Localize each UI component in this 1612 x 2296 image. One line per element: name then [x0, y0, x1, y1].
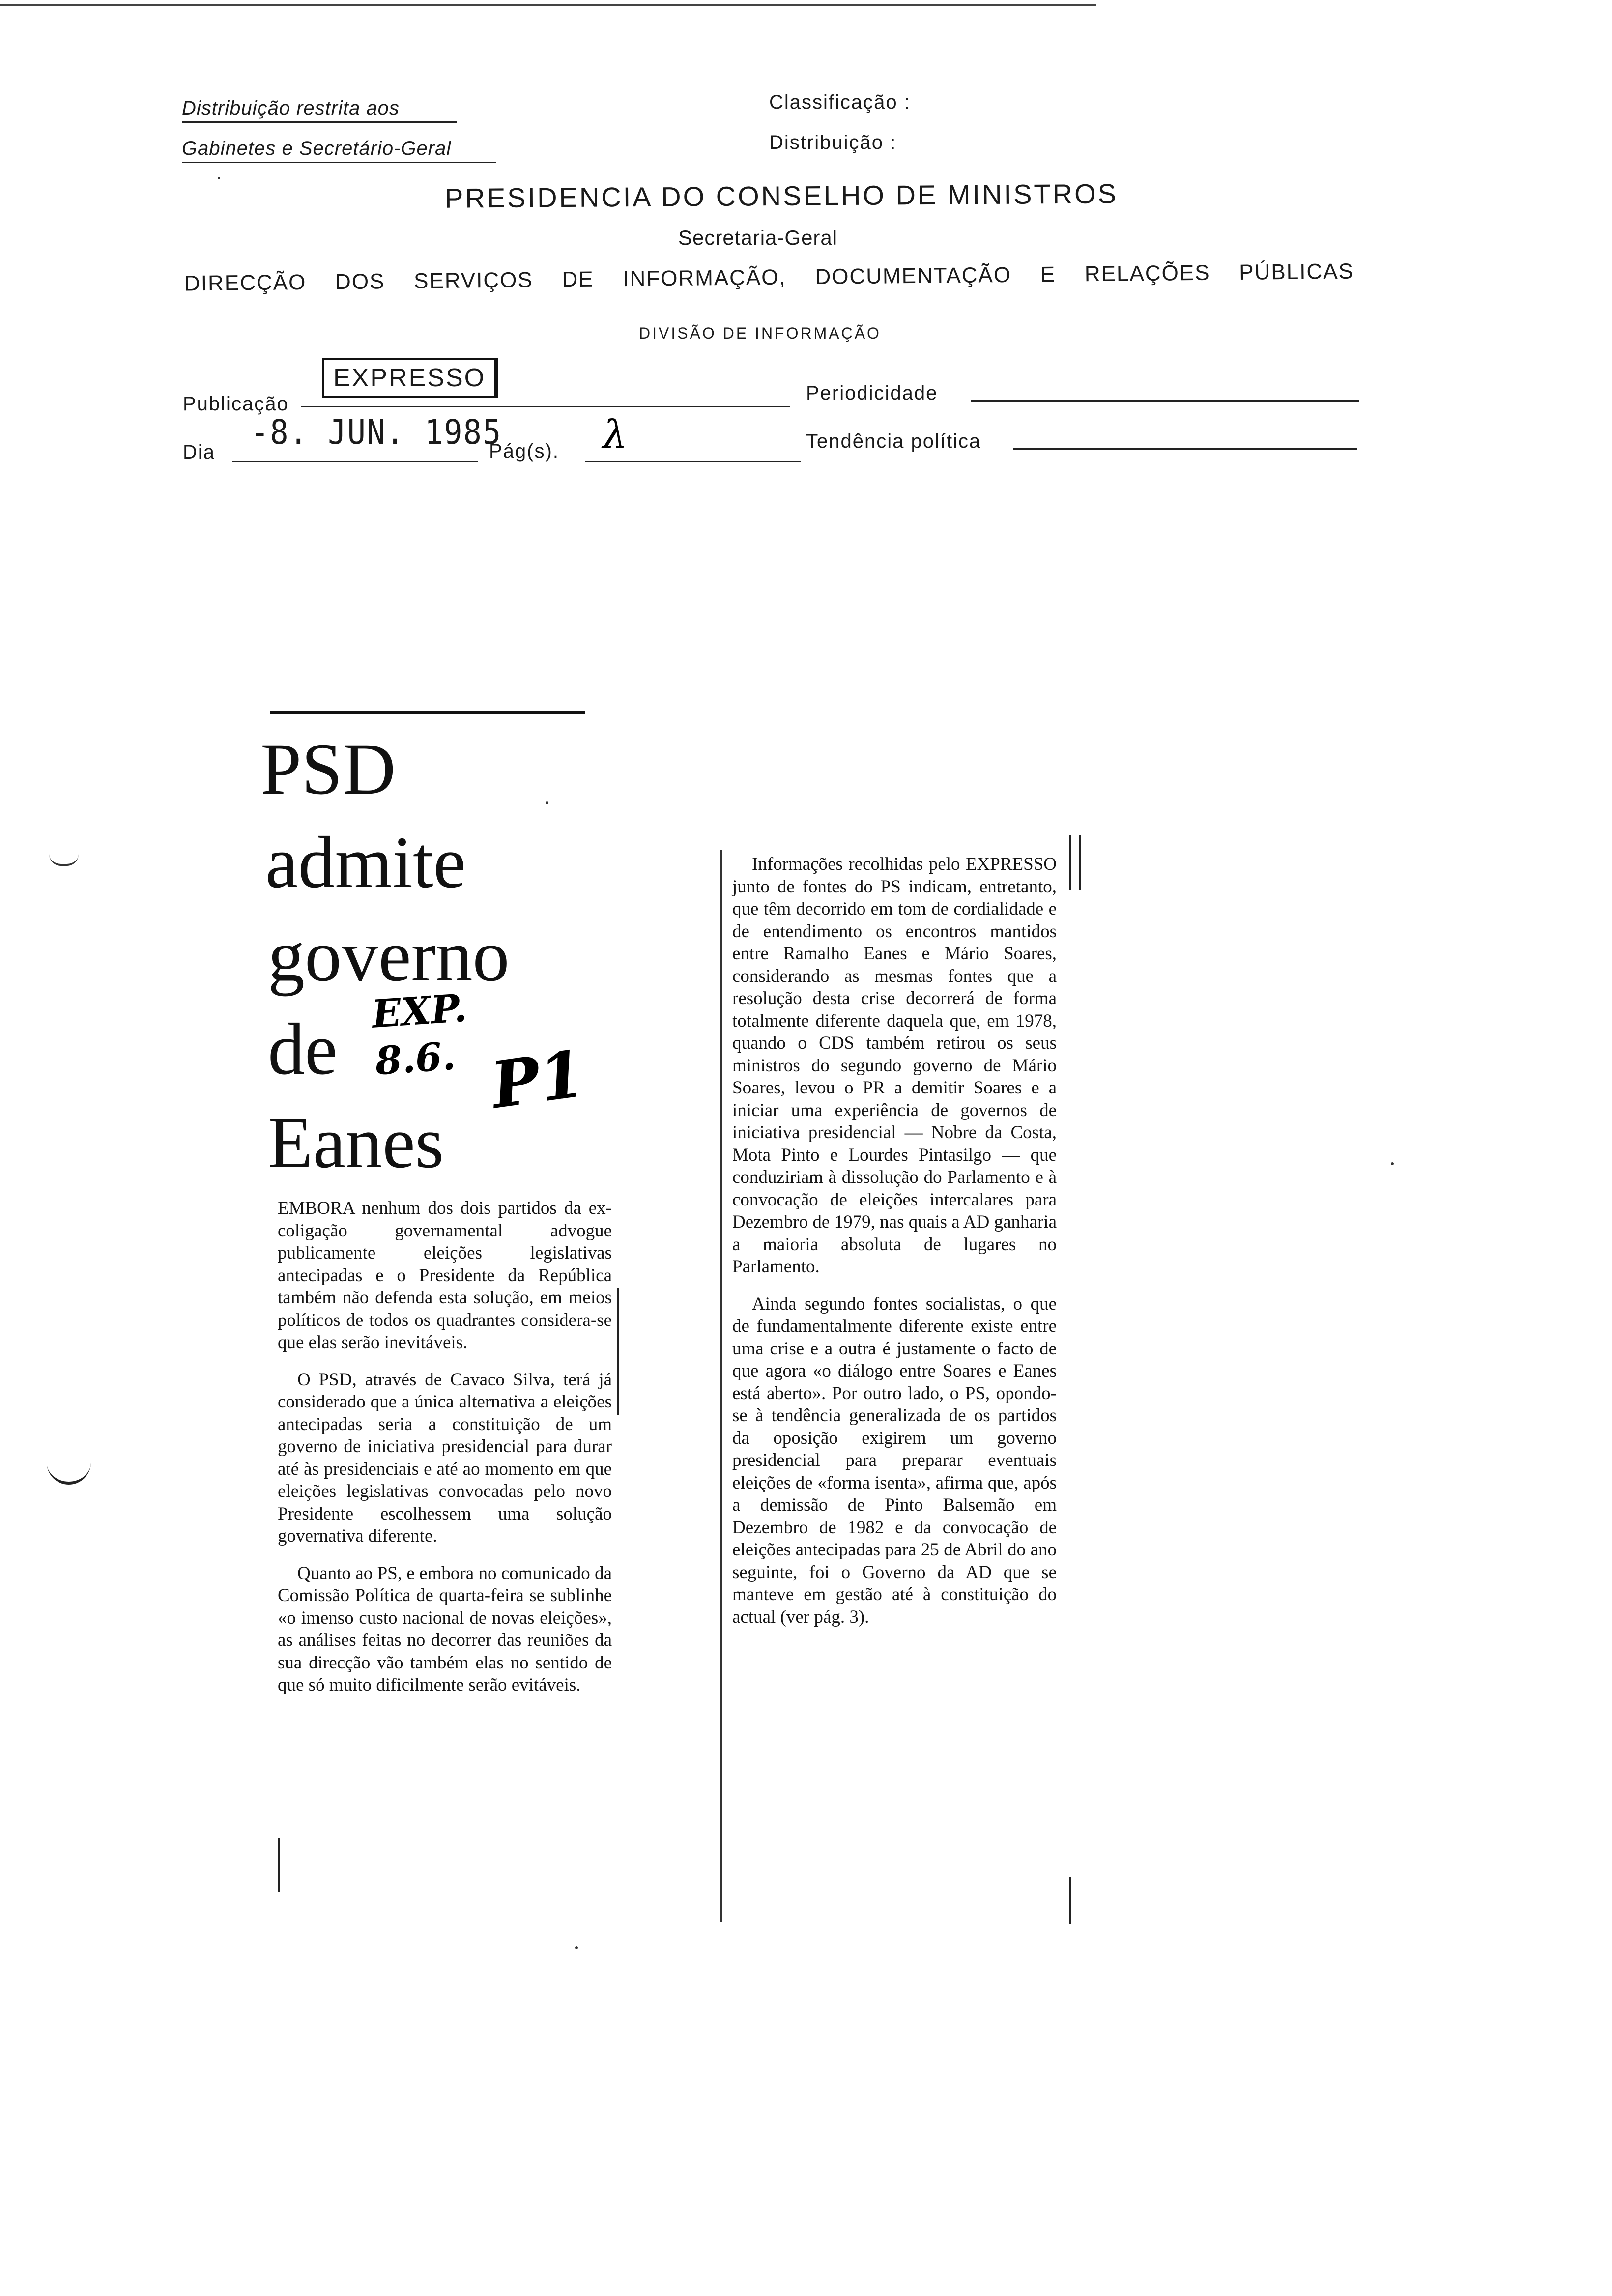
- publication-stamp: EXPRESSO: [322, 358, 498, 398]
- handwritten-page: P1: [487, 1035, 589, 1123]
- directorate-title: [184, 259, 1354, 296]
- scan-mark: [546, 801, 548, 804]
- paragraph: Ainda segundo fontes socialistas, o que de fundamentalmente diferente existe entre uma crise e a outra é justamente o facto de que agora «o diálogo entre Soares e Eanes está aberto». Por outro lado, o PS, opondo-se à tendência generalizada de os partidos da oposição exigirem um governo presidencial para preparar eventuais eleições de «forma isenta», afirma que, após a demissão de Pinto Balsemão em Dezembro de 1982 e da convocação de eleições antecipadas para 25 de Abril do ano seguinte, foi o Governo da AD que se manteve em gestão até à constituição do actual (ver pág. 3).: [732, 1293, 1057, 1627]
- scan-mark: [47, 1462, 91, 1485]
- column-rule: [720, 850, 722, 1922]
- headline-line: Eanes: [268, 1102, 444, 1183]
- paragraph: EMBORA nenhum dos dois partidos da ex-coligação governamental advogue publicamente eleições legislativas antecipadas e o Presidente da República também não defenda esta solução, em meios políticos de todos os quadrantes considera-se que elas serão inevitáveis.: [278, 1198, 612, 1352]
- column-rule: [278, 1838, 280, 1892]
- classification-label: Classificação :: [769, 91, 911, 113]
- day-line: [232, 461, 478, 462]
- headline-line: PSD: [260, 728, 396, 810]
- paragraph: Quanto ao PS, e embora no comunicado da Comissão Política de quarta-feira se sublinhe «o imenso custo nacional de novas eleições», as análises feitas no decorrer das reuniões da sua direcção vão também elas no sentido de que só muito dificilmente serão evitáveis.: [278, 1563, 612, 1695]
- scan-mark: [1391, 1162, 1394, 1165]
- scan-mark: [49, 854, 79, 866]
- day-value: -8. JUN. 1985: [251, 412, 502, 452]
- paragraph: O PSD, através de Cavaco Silva, terá já considerado que a única alternativa a eleições antecipadas seria a constituição de um governo de iniciativa presidencial para durar até às presidenciais e até ao momento em que eleições legislativas convocadas pelo novo Presidente escolhessem uma solução governativa diferente.: [278, 1369, 612, 1546]
- directorate-word: PÚBLICAS: [1238, 259, 1354, 285]
- directorate-word: DOS: [335, 269, 385, 294]
- publication-line: [301, 406, 790, 407]
- headline-rule: [270, 711, 585, 714]
- dot-mark: [218, 177, 220, 179]
- column-rule: [617, 1288, 619, 1415]
- day-label: Dia: [183, 441, 216, 463]
- directorate-word: INFORMAÇÃO,: [623, 265, 786, 291]
- pages-line: [585, 461, 801, 462]
- restriction-line-1: Distribuição restrita aos: [182, 97, 457, 123]
- tendency-label: Tendência política: [806, 430, 981, 452]
- distribution-label: Distribuição :: [769, 132, 897, 153]
- headline-line: governo: [268, 915, 510, 997]
- paragraph: Informações recolhidas pelo EXPRESSO junto de fontes do PS indicam, entretanto, que têm decorrido em tom de cordialidade e de entendimento os encontros mantidos entre Ramalho Eanes e Mário Soares, considerando as mesmas fontes que a resolução desta crise decorrerá de forma totalmente diferente daquela que, em 1978, quando o CDS também retirou os seus ministros do segundo governo de Mário Soares, levou o PR a demitir Soares e a iniciar uma experiência de governos de iniciativa presidencial — Nobre da Costa, Mota Pinto e Lourdes Pintasilgo — que conduziriam à dissolução do Parlamento e à convocação de eleições intercalares para Dezembro de 1979, nas quais a AD ganharia a maioria absoluta de lugares no Parlamento.: [732, 854, 1057, 1277]
- column-rule: [1069, 835, 1071, 890]
- column-rule: [1069, 1877, 1071, 1924]
- directorate-word: DE: [562, 267, 594, 292]
- directorate-word: DOCUMENTAÇÃO: [815, 262, 1012, 289]
- headline-line: de: [268, 1008, 338, 1090]
- column-rule: [1079, 835, 1081, 890]
- scan-top-border: [0, 4, 1096, 6]
- publication-label: Publicação: [183, 393, 289, 415]
- headline-line: admite: [265, 822, 466, 903]
- handwritten-note: EXP. 8.6.: [370, 985, 468, 1084]
- scan-mark: [575, 1946, 578, 1949]
- directorate-word: SERVIÇOS: [413, 268, 533, 293]
- directorate-word: DIRECÇÃO: [184, 270, 307, 296]
- division-title: DIVISÃO DE INFORMAÇÃO: [639, 324, 881, 342]
- periodicity-label: Periodicidade: [806, 382, 938, 404]
- directorate-word: E: [1040, 262, 1056, 287]
- department-title: Secretaria-Geral: [678, 226, 838, 249]
- directorate-word: RELAÇÕES: [1084, 260, 1210, 287]
- pages-label: Pág(s).: [489, 440, 559, 462]
- periodicity-line: [971, 400, 1359, 402]
- left-column: [278, 1197, 612, 1711]
- right-column: [732, 853, 1057, 1643]
- pages-value: λ: [603, 412, 628, 458]
- tendency-line: [1013, 448, 1357, 450]
- restriction-line-2: Gabinetes e Secretário-Geral: [182, 138, 496, 163]
- organization-title: PRESIDENCIA DO CONSELHO DE MINISTROS: [444, 178, 1119, 214]
